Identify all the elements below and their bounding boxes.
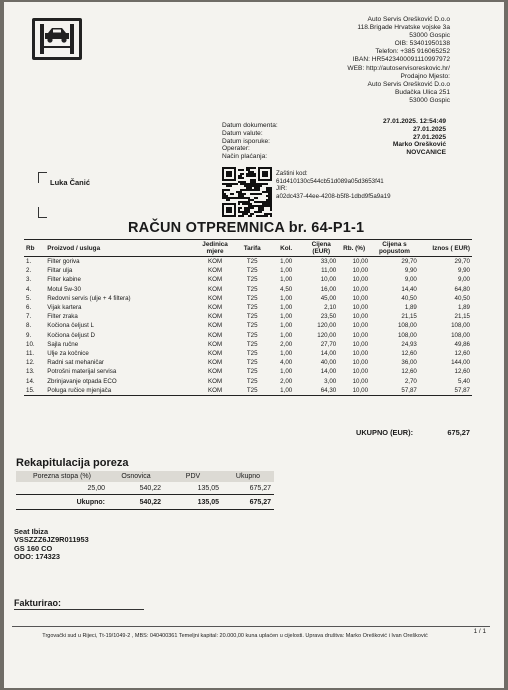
table-cell: 5. xyxy=(26,294,32,302)
table-cell: T25 xyxy=(246,359,258,367)
table-cell: T25 xyxy=(246,276,258,284)
table-row xyxy=(24,275,472,284)
footer-divider xyxy=(12,626,490,627)
vehicle-plate: GS 160 CO xyxy=(14,543,53,553)
table-cell: 10,00 xyxy=(352,276,369,284)
company-line: Telefon: +385 916065252 xyxy=(375,48,450,56)
tax-recap-title: Rekapitulacija poreza xyxy=(16,457,129,469)
table-cell: 12. xyxy=(26,359,35,367)
page-number: 1 / 1 xyxy=(473,628,486,635)
vehicle-info xyxy=(14,528,89,562)
table-cell: Motul 5w-30 xyxy=(47,285,81,293)
table-cell: 9,00 xyxy=(404,276,417,284)
col-header: Porezna stopa (%) xyxy=(16,471,108,482)
table-cell: KOM xyxy=(208,285,223,293)
tax-rate: 25,00 xyxy=(87,484,105,492)
table-cell: 64,30 xyxy=(304,386,338,396)
sum-base: 540,22 xyxy=(108,495,164,510)
table-cell: Filtar ulja xyxy=(47,267,73,275)
grand-total-value: 675,27 xyxy=(447,428,470,437)
table-row xyxy=(24,367,472,376)
customer-name: Luka Čanić xyxy=(50,178,91,187)
table-cell: 1,00 xyxy=(280,276,293,284)
table-cell: 29,70 xyxy=(401,258,417,265)
col-header: Cijena (EUR) xyxy=(304,240,338,257)
table-cell: 1,89 xyxy=(457,304,470,312)
tax-recap-table xyxy=(16,471,274,510)
table-cell: 108,00 xyxy=(451,322,470,330)
col-header: Cijena s popustom xyxy=(370,240,419,257)
table-cell: 14,40 xyxy=(401,285,417,293)
tax-recap-header xyxy=(16,471,274,482)
table-cell: KOM xyxy=(208,258,223,265)
table-cell: T25 xyxy=(246,258,258,265)
invoice-paper xyxy=(4,2,504,688)
table-cell: KOM xyxy=(208,322,223,330)
table-cell: 1. xyxy=(26,258,32,265)
table-cell: 57,87 xyxy=(419,386,472,396)
jir-label: JIR: xyxy=(276,185,288,193)
table-cell: KOM xyxy=(208,304,223,312)
meta-label: Način plaćanja: xyxy=(222,153,268,161)
payment-method: NOVCANICE xyxy=(406,149,446,157)
table-cell: KOM xyxy=(208,267,223,275)
table-cell: 3. xyxy=(26,276,32,284)
company-line: WEB: http://autoservisoreskovic.hr/ xyxy=(347,64,450,72)
table-cell: KOM xyxy=(208,294,223,302)
table-cell: 9. xyxy=(26,331,32,339)
table-cell: 12,60 xyxy=(401,350,417,358)
signature-line xyxy=(14,609,144,610)
fiscal-codes xyxy=(276,170,391,200)
sum-total: 675,27 xyxy=(222,495,274,510)
tax-recap-row xyxy=(16,482,274,495)
vehicle-vin: VSSZZZ6JZ9R011953 xyxy=(14,535,89,545)
table-cell: KOM xyxy=(208,331,223,339)
table-cell: 10,00 xyxy=(352,377,369,385)
table-cell: 1,00 xyxy=(280,368,293,376)
table-cell: 6. xyxy=(26,304,32,312)
table-cell: KOM xyxy=(208,359,223,367)
table-cell: 10,00 xyxy=(352,322,369,330)
company-line: IBAN: HR5423400091110997972 xyxy=(352,56,450,64)
table-cell: 40,50 xyxy=(401,294,417,302)
items-header-row xyxy=(24,240,472,257)
table-cell: 27,70 xyxy=(320,340,337,348)
table-row xyxy=(24,386,472,396)
table-cell: 4. xyxy=(26,285,32,293)
col-header: Iznos ( EUR) xyxy=(419,240,472,257)
table-cell: 1,00 xyxy=(280,258,293,265)
table-cell: 12,60 xyxy=(401,368,417,376)
table-cell: 12,60 xyxy=(454,350,470,358)
table-cell: 108,00 xyxy=(397,331,417,339)
document-meta-labels xyxy=(222,122,278,161)
col-header: Kol. xyxy=(268,240,304,257)
col-header: Jedinica mjere xyxy=(194,240,236,257)
table-cell: 64,80 xyxy=(454,285,470,293)
table-cell: 1,00 xyxy=(280,313,293,321)
car-service-logo xyxy=(32,18,82,60)
table-row xyxy=(24,257,472,267)
table-cell: 2,10 xyxy=(324,304,337,312)
table-row xyxy=(24,377,472,386)
table-cell: T25 xyxy=(246,377,258,385)
operator: Marko Orešković xyxy=(392,141,446,149)
col-header: Proizvod / usluga xyxy=(45,240,194,257)
table-cell: Zbrinjavanje otpada ECO xyxy=(47,377,117,385)
company-info xyxy=(220,16,450,105)
table-cell: Kočiona čeljust L xyxy=(47,322,94,330)
table-cell: Radni sat mehaničar xyxy=(47,359,104,367)
table-cell: KOM xyxy=(208,276,223,284)
table-cell: 3,00 xyxy=(324,377,337,385)
table-row xyxy=(24,349,472,358)
col-header: Ukupno xyxy=(222,471,274,482)
table-cell: T25 xyxy=(246,368,258,376)
table-cell: 10,00 xyxy=(352,285,369,293)
table-cell: T25 xyxy=(246,267,258,275)
table-cell: 10,00 xyxy=(352,258,369,265)
table-row xyxy=(24,312,472,321)
zki-label: Zaštini kod: xyxy=(276,170,308,177)
table-cell: 10,00 xyxy=(320,276,337,284)
grand-total-label: UKUPNO (EUR): xyxy=(356,428,414,437)
table-cell: 10,00 xyxy=(352,304,369,312)
table-cell: 11. xyxy=(26,350,35,358)
table-cell: KOM xyxy=(208,350,223,358)
table-cell: 10,00 xyxy=(352,350,369,358)
table-cell: 4,00 xyxy=(280,359,293,367)
table-cell: Poluga ručice mjenjača xyxy=(45,386,194,396)
vehicle-odometer: ODO: 174323 xyxy=(14,552,61,562)
table-cell: 15. xyxy=(24,386,45,396)
table-row xyxy=(24,303,472,312)
table-cell: Filter goriva xyxy=(47,258,80,265)
table-cell: Filter kabine xyxy=(47,276,81,284)
qr-code-icon xyxy=(222,167,272,217)
table-cell: 21,15 xyxy=(401,313,417,321)
table-cell: T25 xyxy=(246,350,258,358)
table-cell: 10. xyxy=(26,340,35,348)
table-cell: Vijak kartera xyxy=(47,304,82,312)
table-cell: Redovni servis (ulje + 4 filtera) xyxy=(47,294,131,302)
legal-footer: Trgovački sud u Rijeci, Tt-19/1049-2 , MBS: 040400361 Temeljni kapital: 20.000,00 kuna uplaćen u cijelosti. Uprava društva: Marko Orešković i Ivan Orešković xyxy=(42,633,428,639)
table-cell: KOM xyxy=(208,340,223,348)
document-date: 27.01.2025. 12:54:49 xyxy=(382,118,446,125)
table-cell: T25 xyxy=(246,304,258,312)
table-cell: 9,90 xyxy=(404,267,417,275)
sum-label: Ukupno: xyxy=(16,495,108,510)
table-cell: 120,00 xyxy=(317,322,337,330)
table-cell: Sajla ručne xyxy=(47,340,79,348)
col-header: Rb xyxy=(24,240,45,257)
table-cell: 45,00 xyxy=(320,294,337,302)
table-cell: T25 xyxy=(246,313,258,321)
invoiced-by-label: Fakturirao: xyxy=(14,598,62,608)
table-cell: 21,15 xyxy=(454,313,470,321)
tax-vat: 135,05 xyxy=(197,484,219,492)
table-cell: 11,00 xyxy=(321,267,337,275)
table-cell: 1,89 xyxy=(404,304,417,312)
table-cell: 23,50 xyxy=(320,313,337,321)
car-lift-icon xyxy=(35,21,79,57)
table-cell: 14. xyxy=(26,377,35,385)
company-line: Auto Servis Orešković D.o.o xyxy=(367,16,450,23)
table-cell: T25 xyxy=(246,340,258,348)
table-cell: 10,00 xyxy=(352,313,369,321)
tax-recap-sum-row xyxy=(16,495,274,510)
table-cell: T25 xyxy=(236,386,268,396)
table-cell: 9,00 xyxy=(457,276,470,284)
table-row xyxy=(24,321,472,330)
table-cell: 2. xyxy=(26,267,32,275)
table-cell: 1,00 xyxy=(268,386,304,396)
table-cell: KOM xyxy=(208,368,223,376)
table-cell: 120,00 xyxy=(317,331,337,339)
table-cell: 57,87 xyxy=(370,386,419,396)
tax-base: 540,22 xyxy=(139,484,161,492)
col-header: PDV xyxy=(164,471,222,482)
company-line: 53000 Gospic xyxy=(409,96,450,104)
qr-code xyxy=(222,167,272,217)
table-cell: 16,00 xyxy=(320,285,337,293)
sum-vat: 135,05 xyxy=(164,495,222,510)
col-header: Tarifa xyxy=(236,240,268,257)
table-cell: 10,00 xyxy=(338,386,370,396)
table-cell: 2,00 xyxy=(280,340,293,348)
table-cell: 2,70 xyxy=(404,377,417,385)
table-cell: T25 xyxy=(246,322,258,330)
table-cell: KOM xyxy=(208,313,223,321)
table-cell: 1,00 xyxy=(280,331,293,339)
address-bracket-top xyxy=(38,172,47,183)
table-cell: KOM xyxy=(194,386,236,396)
table-cell: 40,00 xyxy=(320,359,337,367)
table-row xyxy=(24,340,472,349)
company-line: Budačka Ulica 251 xyxy=(395,88,450,96)
table-cell: 1,00 xyxy=(280,294,293,302)
table-row xyxy=(24,285,472,294)
table-cell: 1,00 xyxy=(280,304,293,312)
table-cell: 33,00 xyxy=(320,258,337,265)
delivery-date: 27.01.2025 xyxy=(412,133,446,141)
jir-code: a02dc437-44ee-4208-b5f8-1dbd9f5a9a19 xyxy=(276,192,391,200)
table-cell: 1,00 xyxy=(280,350,293,358)
meta-label: Datum valute: xyxy=(222,129,263,137)
table-row xyxy=(24,358,472,367)
table-cell: 2,00 xyxy=(280,377,293,385)
due-date: 27.01.2025 xyxy=(412,125,446,133)
company-line: Auto Servis Orešković D.o.o xyxy=(367,80,450,88)
table-cell: 4,50 xyxy=(280,285,293,293)
table-cell: 10,00 xyxy=(352,368,369,376)
col-header: Rb. (%) xyxy=(338,240,370,257)
address-bracket-bottom xyxy=(38,207,47,218)
table-cell: 8. xyxy=(26,322,32,330)
table-cell: 10,00 xyxy=(352,359,369,367)
table-cell: 10,00 xyxy=(352,267,369,275)
table-cell: 7. xyxy=(26,313,32,321)
table-cell: 10,00 xyxy=(352,294,369,302)
meta-label: Datum dokumenta: xyxy=(222,122,278,129)
table-row xyxy=(24,266,472,275)
table-cell: 14,00 xyxy=(320,350,337,358)
table-cell: 12,60 xyxy=(454,368,470,376)
table-row xyxy=(24,294,472,303)
company-line: 53000 Gospic xyxy=(409,32,450,40)
zki-code: 61d410130c544cb51d089a05d3653f41 xyxy=(276,177,384,185)
table-cell: Filter zraka xyxy=(47,313,78,321)
table-cell: 108,00 xyxy=(451,331,470,339)
document-title: RAČUN OTPREMNICA br. 64-P1-1 xyxy=(128,220,365,236)
table-cell: 10,00 xyxy=(352,331,369,339)
document-meta-values xyxy=(383,118,446,157)
meta-label: Operater: xyxy=(222,145,250,153)
table-cell: T25 xyxy=(246,285,258,293)
table-cell: 14,00 xyxy=(320,368,337,376)
table-cell: 36,00 xyxy=(401,359,417,367)
table-cell: T25 xyxy=(246,331,258,339)
table-cell: 144,00 xyxy=(451,359,470,367)
table-cell: 29,70 xyxy=(454,258,470,265)
table-cell: 5,40 xyxy=(457,377,470,385)
vehicle-model: Seat Ibiza xyxy=(14,527,49,536)
col-header: Osnovica xyxy=(108,471,164,482)
table-cell: 9,90 xyxy=(457,267,470,275)
table-cell: 10,00 xyxy=(352,340,369,348)
table-cell: 40,50 xyxy=(454,294,470,302)
company-line: 118.Brigade Hrvatske vojske 3a xyxy=(357,24,450,32)
table-cell: Ulje za kočnice xyxy=(47,350,89,358)
table-cell: 108,00 xyxy=(397,322,417,330)
company-line: Prodajno Mjesto: xyxy=(400,72,450,80)
table-cell: Potrošni materijal servisa xyxy=(47,368,117,376)
table-cell: 13. xyxy=(26,368,35,376)
table-cell: T25 xyxy=(246,294,258,302)
meta-label: Datum isporuke: xyxy=(222,137,271,145)
table-cell: KOM xyxy=(208,377,223,385)
table-cell: 1,00 xyxy=(280,322,293,330)
company-line: OIB: 53401950138 xyxy=(394,40,450,48)
table-cell: 24,93 xyxy=(401,340,417,348)
table-cell: 1,00 xyxy=(280,267,293,275)
table-cell: 49,86 xyxy=(454,340,470,348)
table-row xyxy=(24,331,472,340)
table-cell: Kočiona čeljust D xyxy=(47,331,96,339)
tax-total: 675,27 xyxy=(249,484,271,492)
items-table xyxy=(24,239,472,396)
